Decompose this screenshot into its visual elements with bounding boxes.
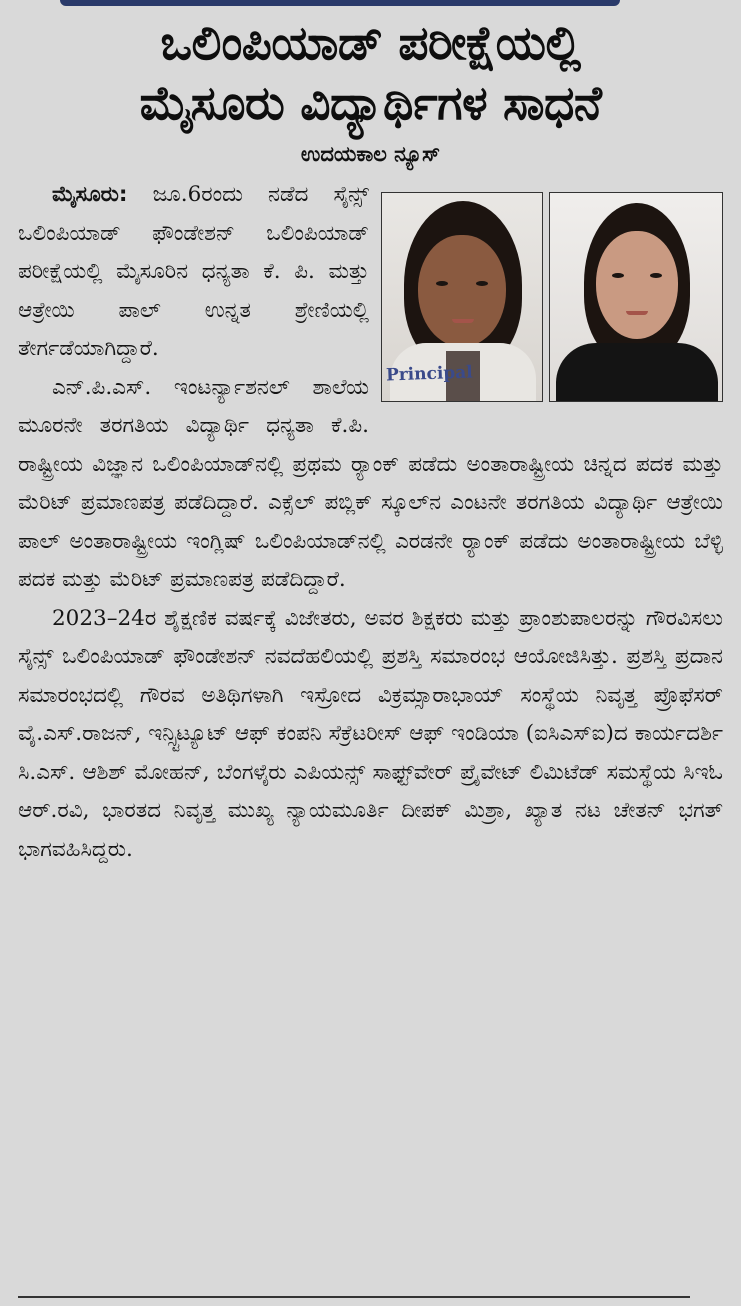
headline (18, 14, 723, 134)
dateline: ಮೈಸೂರು: (52, 182, 128, 207)
byline: ಉದಯಕಾಲ ನ್ಯೂಸ್ (300, 142, 441, 166)
student-photos (381, 192, 723, 404)
photo-student-athreyi (549, 192, 723, 402)
headline-line-1: ಒಲಿಂಪಿಯಾಡ್ ಪರೀಕ್ಷೆಯಲ್ಲಿ (160, 16, 581, 71)
paragraph-2: ಎನ್.ಪಿ.ಎಸ್. ಇಂಟರ್ನ್ಯಾಶನಲ್ ಶಾಲೆಯ ಮೂರನೇ ತರಗತಿಯ ವಿದ್ಯಾರ್ಥಿ ಧನ್ಯತಾ ಕೆ.ಪಿ. ರಾಷ್ಟ್ರೀಯ ವಿಜ್ಞಾನ ಒಲಿಂಪಿಯಾಡ್‌ನಲ್ಲಿ ಪ್ರಥಮ ರ್‍ಯಾಂಕ್ ಪಡೆದು ಅಂತಾರಾಷ್ಟ್ರೀಯ ಚಿನ್ನದ ಪದಕ ಮತ್ತು ಮೆರಿಟ್ ಪ್ರಮಾಣಪತ್ರ ಪಡೆದಿದ್ದಾರೆ. ಎಕ್ಸೆಲ್ ಪಬ್ಲಿಕ್ ಸ್ಕೂಲ್‌ನ ಎಂಟನೇ ತರಗತಿಯ ವಿದ್ಯಾರ್ಥಿ ಆತ್ರೇಯಿ ಪಾಲ್ ಅಂತಾರಾಷ್ಟ್ರೀಯ ಇಂಗ್ಲಿಷ್ ಒಲಿಂಪಿಯಾಡ್‌ನಲ್ಲಿ ಎರಡನೇ ರ್‍ಯಾಂಕ್ ಪಡೆದು ಅಂತಾರಾಷ್ಟ್ರೀಯ ಬೆಳ್ಳಿ ಪದಕ ಮತ್ತು ಮೆರಿಟ್ ಪ್ರಮಾಣಪತ್ರ ಪಡೆದಿದ್ದಾರೆ. (18, 374, 723, 592)
news-article (18, 14, 723, 1304)
bottom-rule (18, 1296, 690, 1298)
article-body (18, 176, 723, 869)
headline-line-2: ಮೈಸೂರು ವಿದ್ಯಾರ್ಥಿಗಳ ಸಾಧನೆ (139, 76, 602, 131)
photo-stamp-text: Principal (385, 361, 474, 386)
page-top-strip (60, 0, 620, 6)
photo-student-dhanyatha (381, 192, 543, 402)
paragraph-3: 2023–24ರ ಶೈಕ್ಷಣಿಕ ವರ್ಷಕ್ಕೆ ವಿಜೇತರು, ಅವರ ಶಿಕ್ಷಕರು ಮತ್ತು ಪ್ರಾಂಶುಪಾಲರನ್ನು ಗೌರವಿಸಲು ಸೈನ್ಸ್ ಒಲಿಂಪಿಯಾಡ್ ಫೌಂಡೇಶನ್ ನವದೆಹಲಿಯಲ್ಲಿ ಪ್ರಶಸ್ತಿ ಸಮಾರಂಭ ಆಯೋಜಿಸಿತ್ತು. ಪ್ರಶಸ್ತಿ ಪ್ರದಾನ ಸಮಾರಂಭದಲ್ಲಿ ಗೌರವ ಅತಿಥಿಗಳಾಗಿ ಇಸ್ರೋದ ವಿಕ್ರಮ್ಸಾರಾಭಾಯ್ ಸಂಸ್ಥೆಯ ನಿವೃತ್ತ ಪ್ರೊಫೆಸರ್ ವೈ.ಎಸ್.ರಾಜನ್, ಇನ್ಸ್ಟಿಟ್ಯೂಟ್ ಆಫ್ ಕಂಪನಿ ಸೆಕ್ರೆಟರೀಸ್ ಆಫ್ ಇಂಡಿಯಾ (ಐಸಿಎಸ್‌ಐ)ದ ಕಾರ್ಯದರ್ಶಿ ಸಿ.ಎಸ್. ಆಶಿಶ್ ಮೋಹನ್, ಬೆಂಗಳೈರು ಎಪಿಯನ್ಸ್ ಸಾಫ್ಟ್‌ವೇರ್ ಪ್ರೈವೇಟ್ ಲಿಮಿಟೆಡ್ ಸಮಸ್ಥೆಯ ಸಿಇಓ ಆರ್.ರವಿ, ಭಾರತದ ನಿವೃತ್ತ ಮುಖ್ಯ ನ್ಯಾಯಮೂರ್ತಿ ದೀಪಕ್ ಮಿಶ್ರಾ, ಖ್ಯಾತ ನಟ ಚೇತನ್ ಭಗತ್ ಭಾಗವಹಿಸಿದ್ದರು. (18, 605, 723, 862)
paragraph-1-text: ಜೂ.6ರಂದು ನಡೆದ ಸೈನ್ಸ್ ಒಲಿಂಪಿಯಾಡ್ ಫೌಂಡೇಶನ್ ಒಲಿಂಪಿಯಾಡ್ ಪರೀಕ್ಷೆಯಲ್ಲಿ ಮೈಸೂರಿನ ಧನ್ಯತಾ ಕೆ. ಪಿ. ಮತ್ತು ಆತ್ರೇಯಿ ಪಾಲ್ ಉನ್ನತ ಶ್ರೇಣಿಯಲ್ಲಿ ತೇರ್ಗಡೆಯಾಗಿದ್ದಾರೆ. (18, 182, 369, 361)
